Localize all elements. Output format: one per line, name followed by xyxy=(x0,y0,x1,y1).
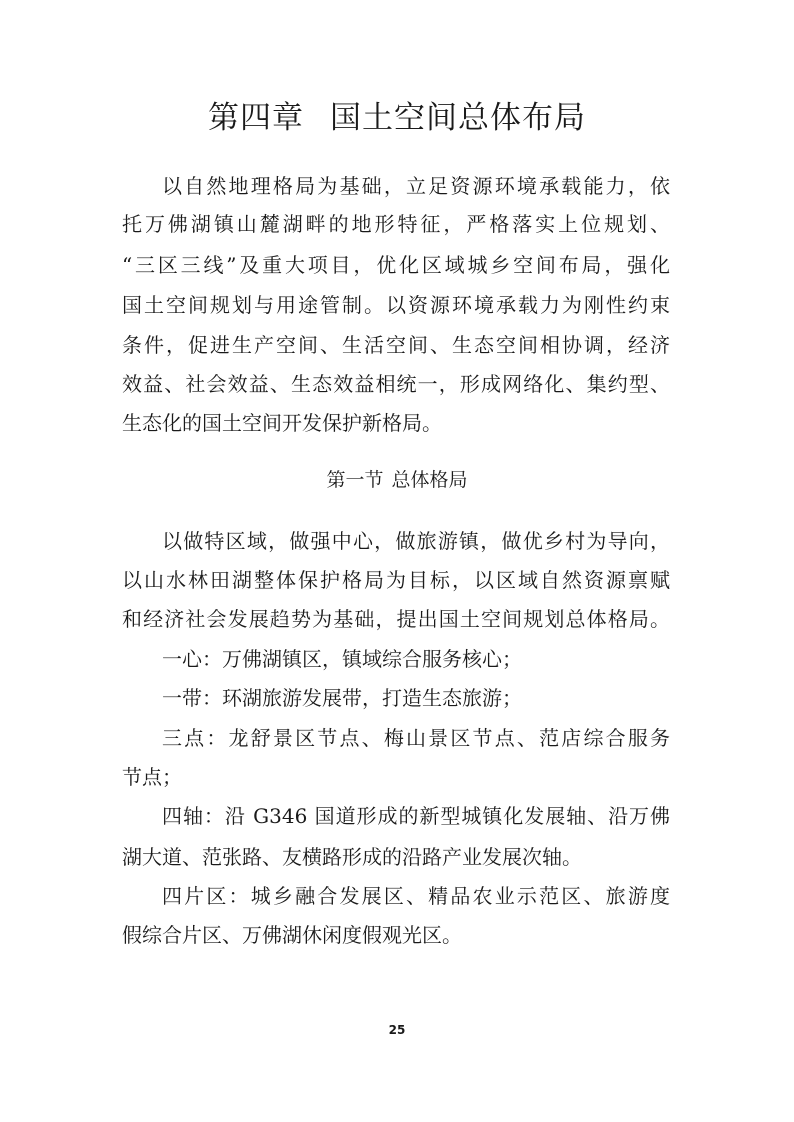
intro-paragraph-line: 效益、社会效益、生态效益相统一，形成网络化、集约型、 xyxy=(122,372,670,396)
list-item-one-heart: 一心：万佛湖镇区，镇域综合服务核心； xyxy=(162,647,522,671)
intro-paragraph-line: 托万佛湖镇山麓湖畔的地形特征，严格落实上位规划、 xyxy=(122,212,670,236)
list-item-four-zones-cont: 假综合片区、万佛湖休闲度假观光区。 xyxy=(122,923,462,947)
page-number: 25 xyxy=(388,1023,406,1037)
intro-paragraph-line: 条件，促进生产空间、生活空间、生态空间相协调，经济 xyxy=(122,333,670,357)
list-item-four-zones: 四片区：城乡融合发展区、精品农业示范区、旅游度 xyxy=(162,884,670,908)
intro-paragraph-line: “三区三线”及重大项目，优化区域城乡空间布局，强化 xyxy=(122,253,670,277)
list-item-three-points: 三点：龙舒景区节点、梅山景区节点、范店综合服务 xyxy=(162,726,670,750)
section-name: 总体格局 xyxy=(391,469,468,491)
chapter-title xyxy=(0,96,794,140)
intro-paragraph-line: 国土空间规划与用途管制。以资源环境承载力为刚性约束 xyxy=(122,293,670,317)
section-title xyxy=(0,465,794,495)
section-paragraph-line: 和经济社会发展趋势为基础，提出国土空间规划总体格局。 xyxy=(122,607,670,631)
chapter-name: 国土空间总体布局 xyxy=(330,100,586,136)
section-paragraph-line: 以做特区域，做强中心，做旅游镇，做优乡村为导向， xyxy=(162,529,670,553)
list-item-four-axes-cont: 湖大道、范张路、友横路形成的沿路产业发展次轴。 xyxy=(122,845,582,869)
intro-paragraph-line: 以自然地理格局为基础，立足资源环境承载能力，依 xyxy=(162,174,670,198)
chapter-number: 第四章 xyxy=(208,100,304,136)
list-item-three-points-cont: 节点； xyxy=(122,765,182,789)
list-item-four-axes: 四轴：沿 G346 国道形成的新型城镇化发展轴、沿万佛 xyxy=(162,804,670,828)
section-number: 第一节 xyxy=(326,469,384,491)
section-paragraph-line: 以山水林田湖整体保护格局为目标，以区域自然资源禀赋 xyxy=(122,568,670,592)
intro-paragraph-line: 生态化的国土空间开发保护新格局。 xyxy=(122,411,442,435)
list-item-one-belt: 一带：环湖旅游发展带，打造生态旅游； xyxy=(162,686,522,710)
